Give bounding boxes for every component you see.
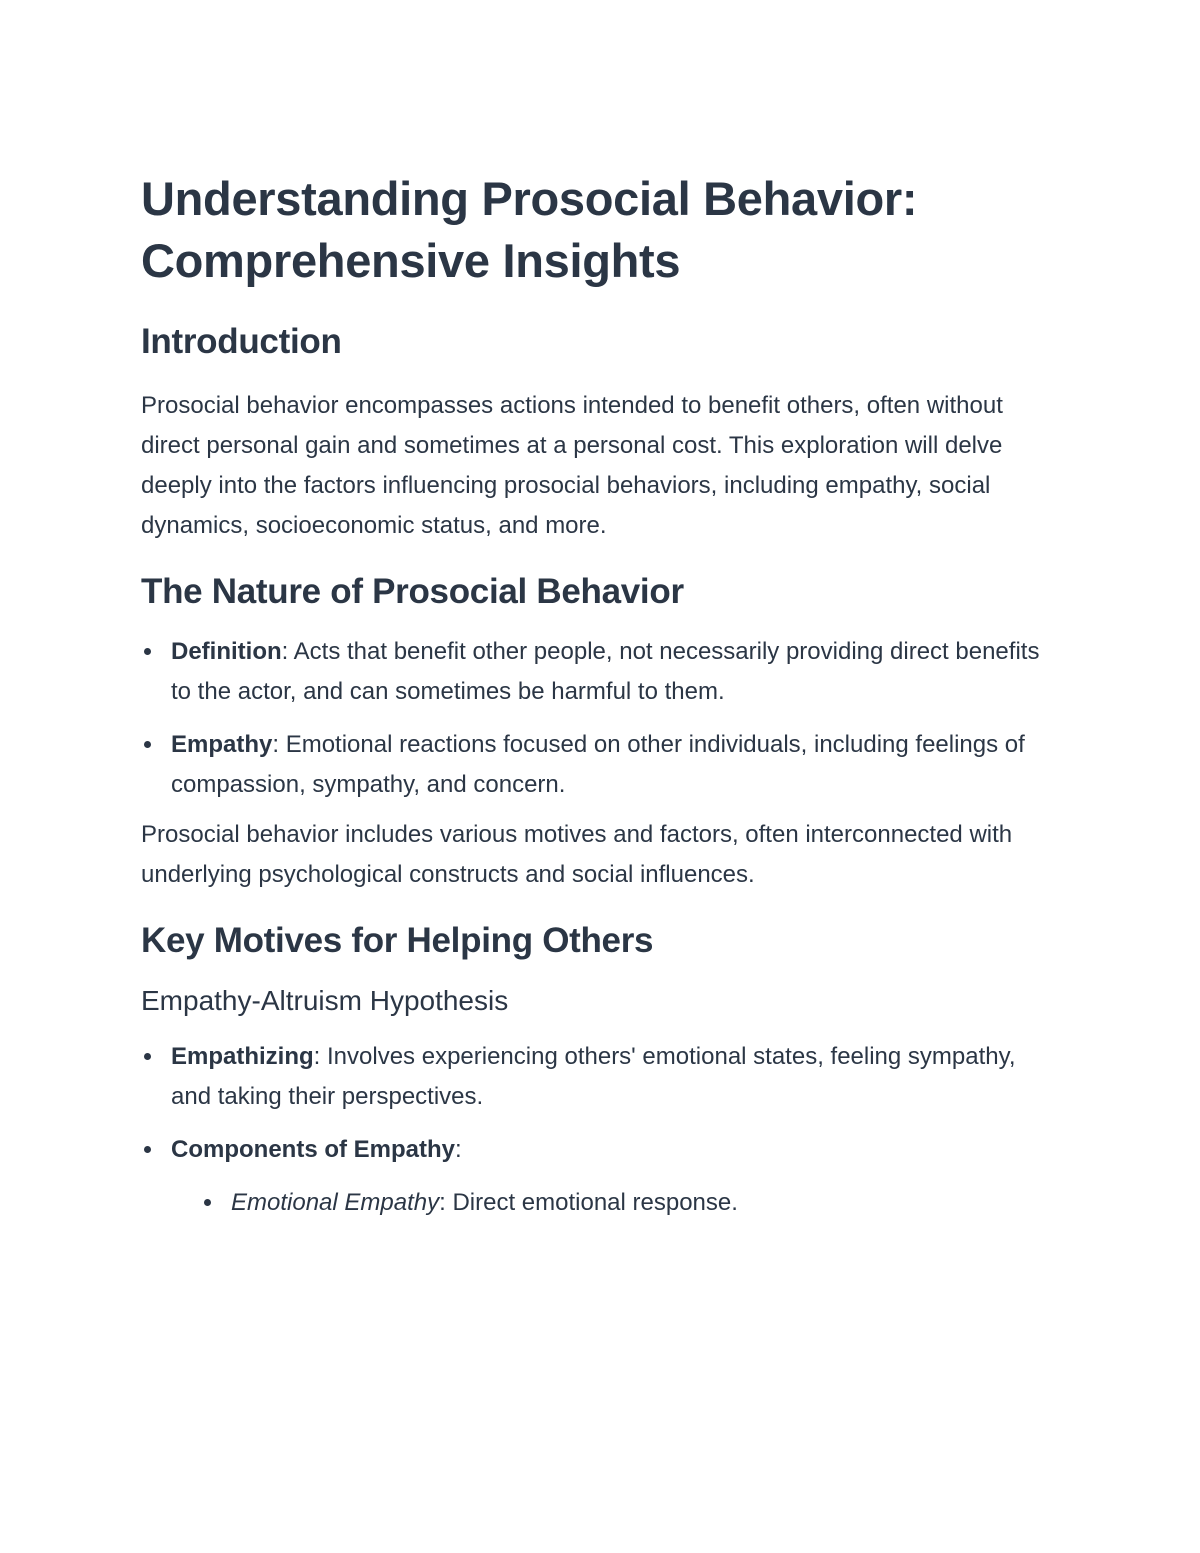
section-heading-motives: Key Motives for Helping Others — [141, 921, 654, 960]
list-item-term: Components of Empathy — [171, 1136, 456, 1163]
list-item-text: : — [455, 1136, 462, 1163]
list-item-text: : Acts that benefit other people, not necessarily providing direct benefits to the actor, and can sometimes be harmful to them. — [171, 638, 1040, 705]
list-item-text: : Emotional reactions focused on other individuals, including feelings of compassion, sympathy, and concern. — [171, 731, 1025, 798]
nature-list — [141, 632, 1061, 805]
list-item-term: Definition — [171, 638, 282, 665]
sublist-item-text: : Direct emotional response. — [439, 1189, 738, 1216]
bullet-icon — [144, 741, 151, 748]
list-item-definition — [141, 632, 1061, 712]
section-heading-introduction: Introduction — [141, 322, 342, 361]
sublist-item-term: Emotional Empathy — [231, 1189, 440, 1216]
bullet-icon — [144, 648, 151, 655]
bullet-icon — [144, 1053, 151, 1060]
bullet-icon — [144, 1146, 151, 1153]
hypothesis-list — [141, 1037, 1061, 1223]
nature-paragraph: Prosocial behavior includes various motives and factors, often interconnected with underlying psychological constructs and social influences. — [141, 821, 1013, 888]
page-title: Understanding Prosocial Behavior: Comprehensive Insights — [141, 172, 918, 287]
list-item-term: Empathizing — [171, 1043, 314, 1070]
list-item-components — [141, 1130, 1061, 1223]
list-item-empathizing — [141, 1037, 1061, 1117]
components-sublist — [171, 1183, 1061, 1223]
list-item-text: : Involves experiencing others' emotional states, feeling sympathy, and taking their perspectives. — [171, 1043, 1016, 1110]
introduction-paragraph: Prosocial behavior encompasses actions intended to benefit others, often without direct personal gain and sometimes at a personal cost. This exploration will delve deeply into the factors influencing prosocial behaviors, including empathy, social dynamics, socioeconomic status, and more. — [141, 392, 1003, 539]
list-item-term: Empathy — [171, 731, 273, 758]
section-heading-nature: The Nature of Prosocial Behavior — [141, 572, 684, 611]
list-item-empathy — [141, 725, 1061, 805]
subsection-heading-hypothesis: Empathy-Altruism Hypothesis — [141, 985, 509, 1016]
bullet-icon — [204, 1199, 211, 1206]
document-page — [141, 168, 1061, 1223]
sublist-item-emotional-empathy — [171, 1183, 1061, 1223]
